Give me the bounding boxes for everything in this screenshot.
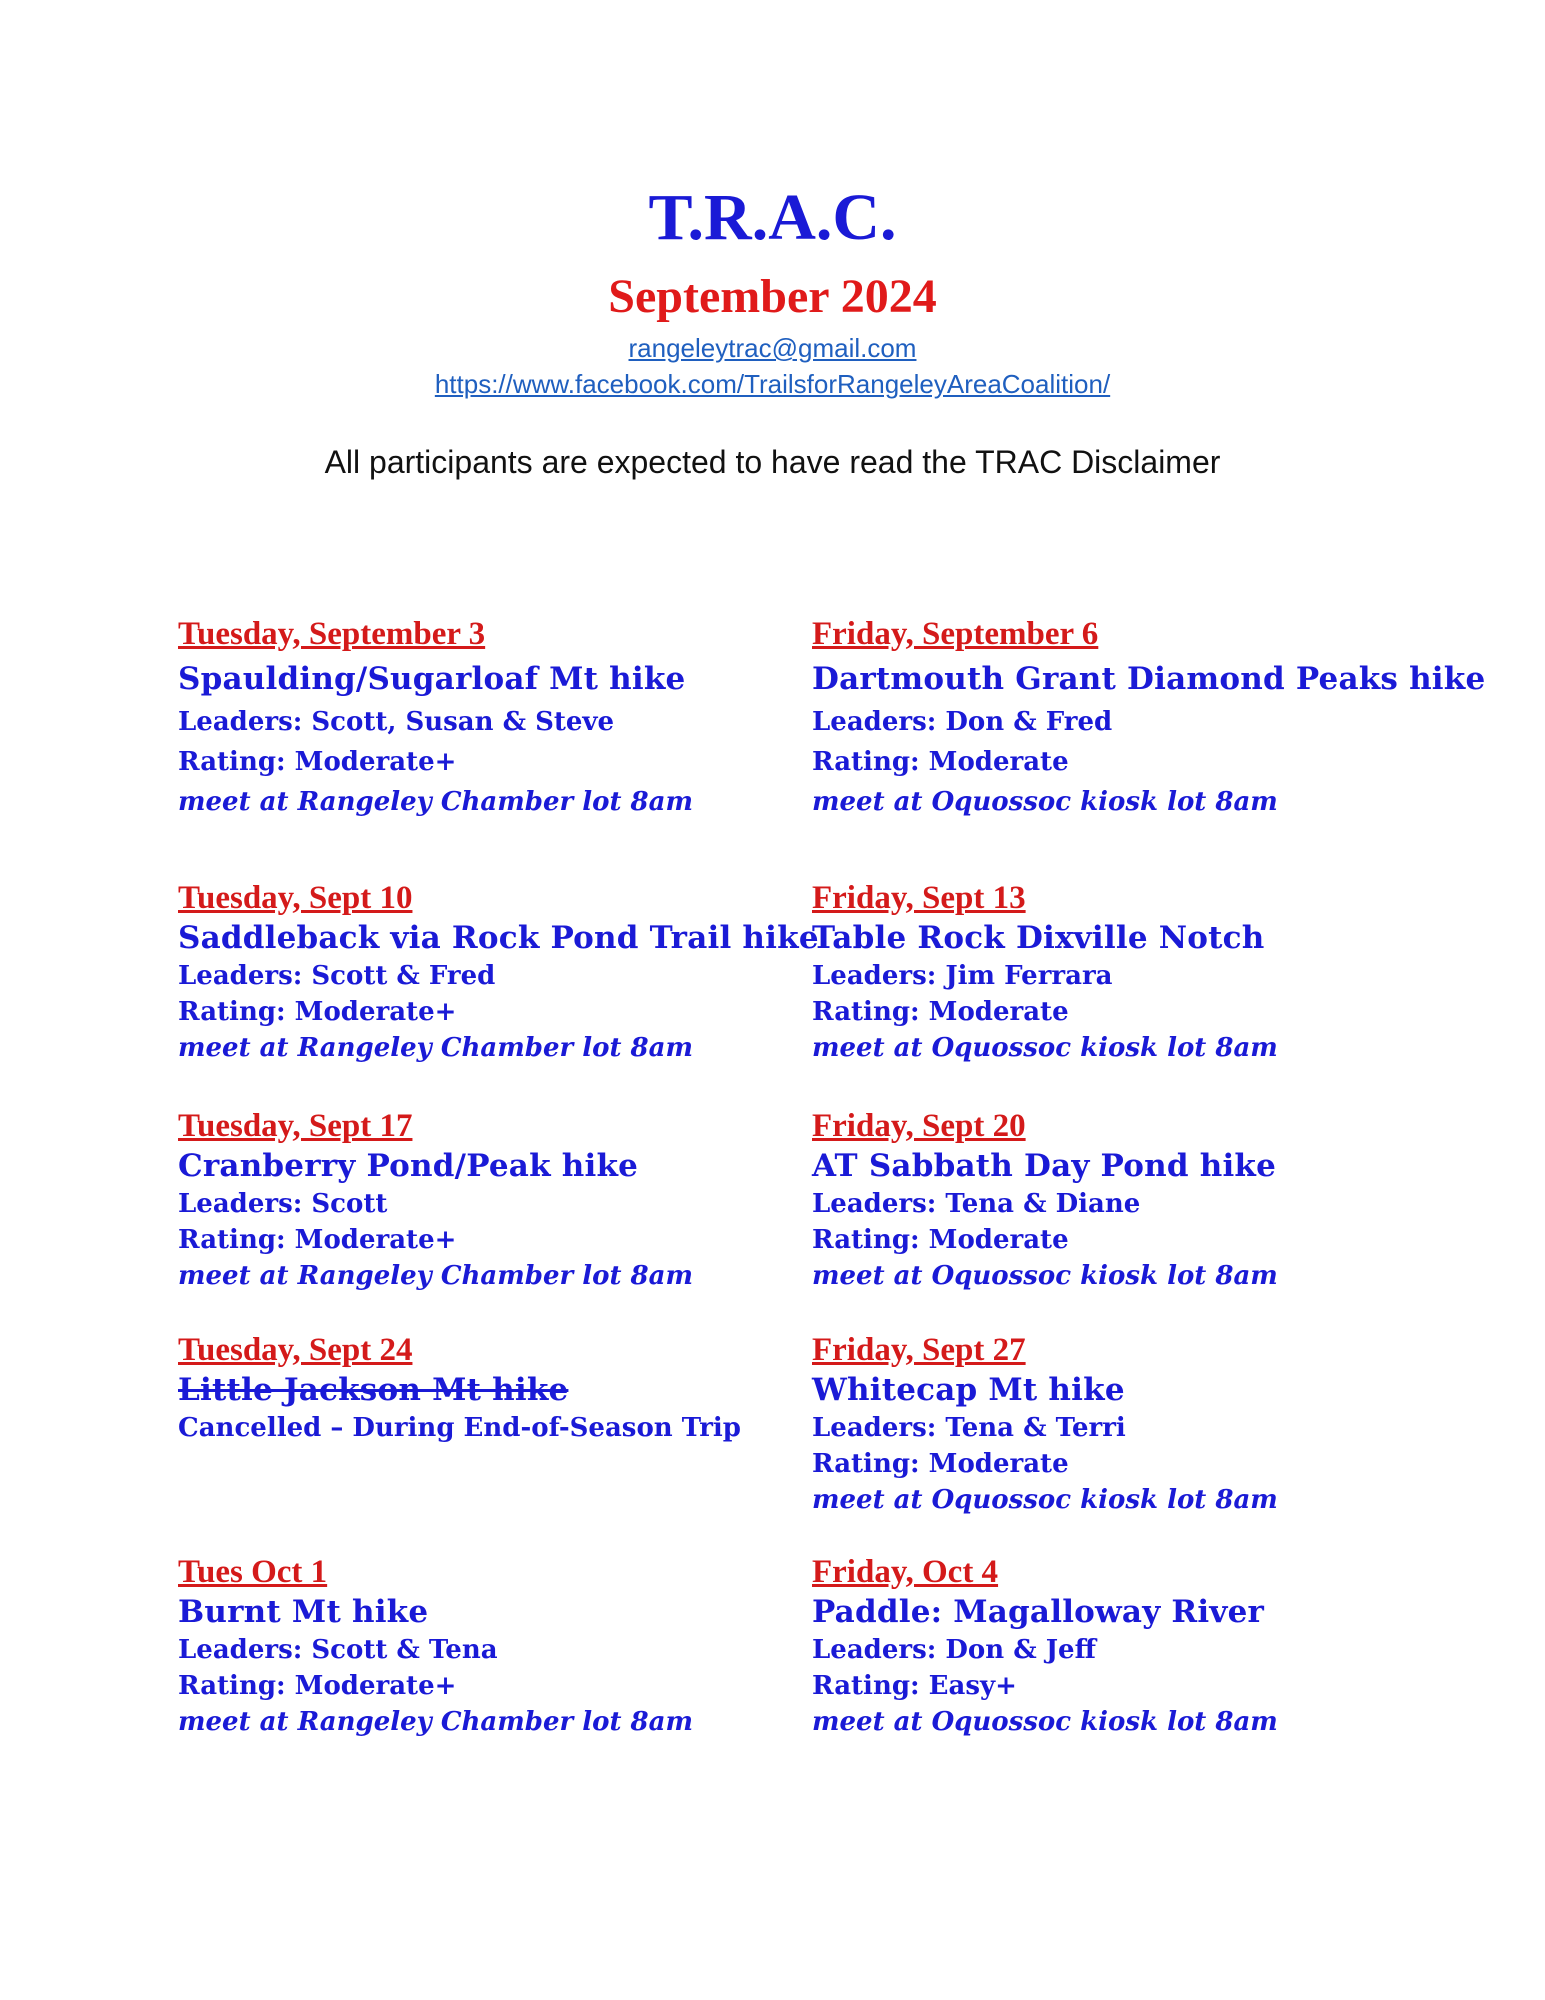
event-name: Burnt Mt hike [178, 1594, 429, 1630]
event-date: Friday, Oct 4 [812, 1554, 999, 1590]
event-block-2 [812, 612, 1486, 822]
event-block-8 [812, 1330, 1452, 1518]
event-meet: meet at Oquossoc kiosk lot 8am [812, 787, 1278, 817]
event-meet: meet at Rangeley Chamber lot 8am [178, 1707, 693, 1737]
event-rating: Rating: Moderate [812, 1449, 1069, 1479]
event-leaders: Leaders: Jim Ferrara [812, 961, 1113, 991]
event-name: Saddleback via Rock Pond Trail hike [178, 920, 819, 956]
event-leaders: Leaders: Scott [178, 1189, 388, 1219]
facebook-link[interactable]: https://www.facebook.com/TrailsforRangeleyAreaCoalition/ [434, 369, 1111, 399]
event-block-6 [812, 1106, 1452, 1294]
event-block-5 [178, 1106, 818, 1294]
event-rating: Rating: Easy+ [812, 1671, 1017, 1701]
event-date: Tues Oct 1 [178, 1554, 328, 1590]
event-leaders: Leaders: Tena & Diane [812, 1189, 1141, 1219]
event-leaders: Leaders: Tena & Terri [812, 1413, 1126, 1443]
event-date: Tuesday, September 3 [178, 616, 486, 652]
event-name-cancelled: Little Jackson Mt hike [178, 1372, 569, 1408]
event-block-7 [178, 1330, 818, 1446]
event-leaders: Leaders: Don & Jeff [812, 1635, 1096, 1665]
event-block-10 [812, 1552, 1452, 1740]
event-date: Tuesday, Sept 10 [178, 880, 413, 916]
event-meet: meet at Oquossoc kiosk lot 8am [812, 1261, 1278, 1291]
event-meet: meet at Rangeley Chamber lot 8am [178, 787, 693, 817]
event-leaders: Leaders: Scott, Susan & Steve [178, 707, 615, 737]
event-meet: meet at Oquossoc kiosk lot 8am [812, 1033, 1278, 1063]
event-meet: meet at Rangeley Chamber lot 8am [178, 1033, 693, 1063]
event-name: Spaulding/Sugarloaf Mt hike [178, 661, 686, 697]
event-cancel-note: Cancelled – During End-of-Season Trip [178, 1413, 741, 1443]
event-block-1 [178, 612, 818, 822]
event-rating: Rating: Moderate+ [178, 1671, 457, 1701]
event-block-9 [178, 1552, 818, 1740]
event-leaders: Leaders: Don & Fred [812, 707, 1113, 737]
event-meet: meet at Rangeley Chamber lot 8am [178, 1261, 693, 1291]
event-date: Tuesday, Sept 24 [178, 1332, 413, 1368]
event-rating: Rating: Moderate [812, 997, 1069, 1027]
event-rating: Rating: Moderate+ [178, 747, 457, 777]
event-block-3 [178, 878, 818, 1066]
event-name: Dartmouth Grant Diamond Peaks hike [812, 661, 1486, 697]
event-rating: Rating: Moderate+ [178, 997, 457, 1027]
event-date: Tuesday, Sept 17 [178, 1108, 413, 1144]
event-name: Paddle: Magalloway River [812, 1594, 1265, 1630]
event-name: Table Rock Dixville Notch [812, 920, 1265, 956]
event-meet: meet at Oquossoc kiosk lot 8am [812, 1485, 1278, 1515]
event-rating: Rating: Moderate [812, 1225, 1069, 1255]
event-name: AT Sabbath Day Pond hike [812, 1148, 1277, 1184]
event-date: Friday, Sept 20 [812, 1108, 1026, 1144]
email-link[interactable]: rangeleytrac@gmail.com [628, 333, 917, 363]
event-rating: Rating: Moderate+ [178, 1225, 457, 1255]
event-leaders: Leaders: Scott & Fred [178, 961, 496, 991]
event-name: Whitecap Mt hike [812, 1372, 1125, 1408]
page-title: T.R.A.C. [648, 181, 897, 254]
event-date: Friday, Sept 27 [812, 1332, 1026, 1368]
event-date: Friday, September 6 [812, 616, 1099, 652]
event-block-4 [812, 878, 1452, 1066]
event-date: Friday, Sept 13 [812, 880, 1026, 916]
disclaimer-text: All participants are expected to have read the TRAC Disclaimer [324, 444, 1221, 480]
event-meet: meet at Oquossoc kiosk lot 8am [812, 1707, 1278, 1737]
event-rating: Rating: Moderate [812, 747, 1069, 777]
page-subtitle: September 2024 [608, 270, 937, 323]
event-leaders: Leaders: Scott & Tena [178, 1635, 498, 1665]
event-name: Cranberry Pond/Peak hike [178, 1148, 639, 1184]
